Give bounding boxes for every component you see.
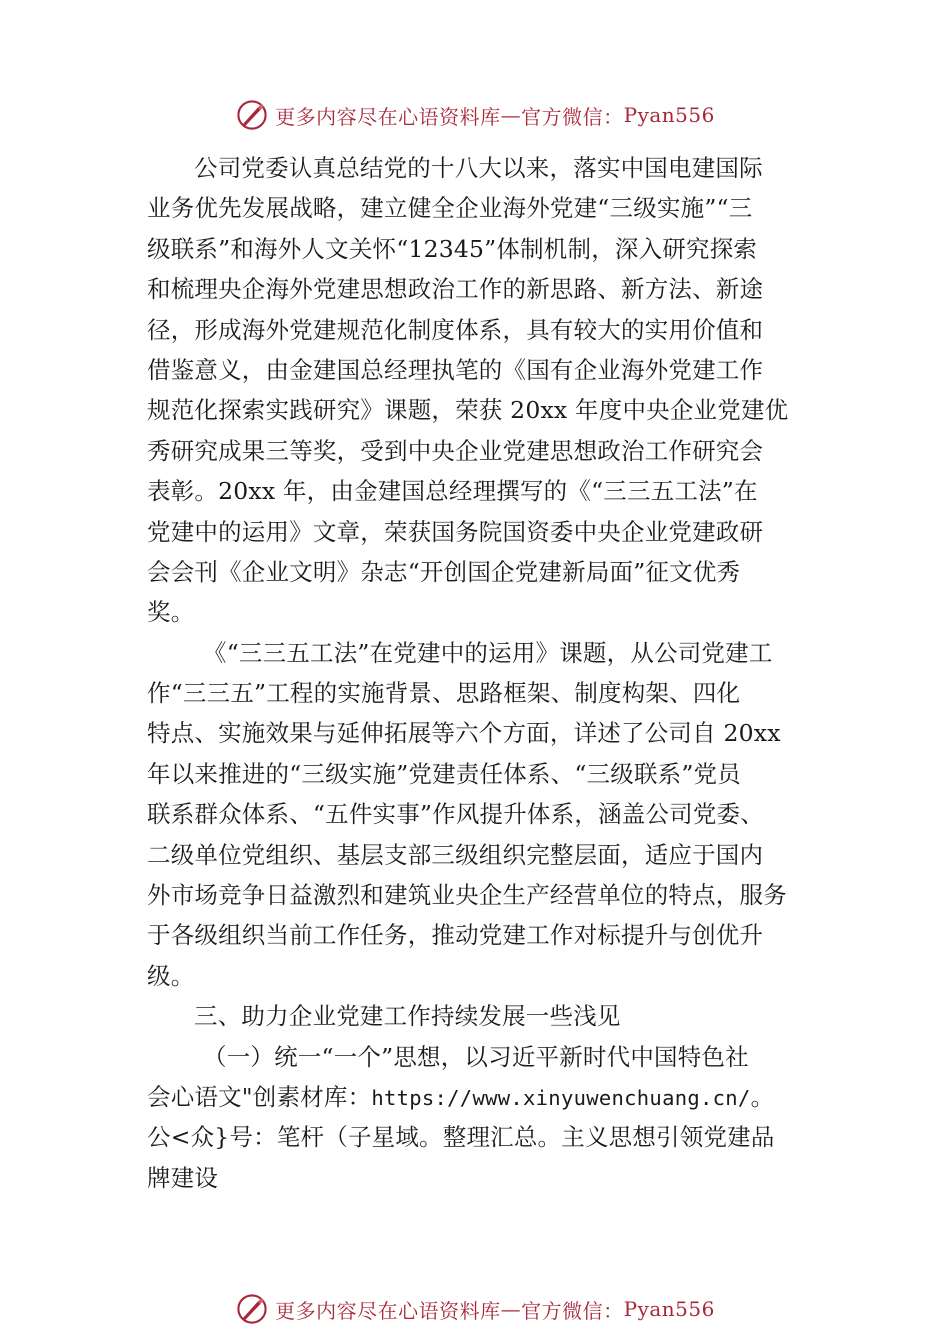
banner-wechat-label: 官方微信： — [521, 1298, 624, 1323]
paragraph-line-with-url — [147, 1077, 837, 1117]
paragraph-line: 秀研究成果三等奖，受到中央企业党建思想政治工作研究会 — [147, 436, 764, 465]
paragraph-line: 党建中的运用》文章，荣获国务院国资委中央企业党建政研 — [147, 517, 764, 546]
paragraph-line: 公司党委认真总结党的十八大以来，落实中国电建国际 — [194, 154, 763, 182]
banner-wechat-label: 官方微信： — [521, 104, 624, 129]
paragraph-line: 规范化探索实践研究》课题，荣获 20xx 年度中央企业党建优 — [147, 396, 789, 425]
paragraph-line: 特点、实施效果与延伸拓展等六个方面，详述了公司自 20xx — [147, 719, 781, 748]
banner-wechat-id: Pyan556 — [623, 1297, 715, 1321]
banner-dash: — — [500, 1297, 522, 1321]
paragraph-line: 牌建设 — [147, 1163, 219, 1192]
paragraph-line: 径，形成海外党建规范化制度体系，具有较大的实用价值和 — [147, 315, 764, 344]
paragraph-line: 表彰。20xx 年，由金建国总经理撰写的《“三三五工法”在 — [147, 477, 758, 506]
pen-circle-logo-icon — [235, 98, 269, 132]
banner-title: 更多内容尽在心语资料库 — [275, 1298, 501, 1323]
banner-wechat-id: Pyan556 — [623, 103, 715, 127]
paragraph-line: 于各级组织当前工作任务，推动党建工作对标提升与创优升 — [147, 921, 764, 950]
paragraph-line: 级联系”和海外人文关怀“12345”体制机制，深入研究探索 — [147, 234, 758, 263]
banner-dash: — — [500, 103, 522, 127]
paragraph-line: 级。 — [147, 961, 195, 990]
paragraph-line: 和梳理央企海外党建思想政治工作的新思路、新方法、新途 — [147, 275, 764, 304]
banner-title: 更多内容尽在心语资料库 — [275, 104, 501, 129]
paragraph-line: 借鉴意义，由金建国总经理执笔的《国有企业海外党建工作 — [147, 355, 764, 384]
paragraph-line: 联系群众体系、“五件实事”作风提升体系，涵盖公司党委、 — [147, 800, 764, 829]
paragraph-line: 年以来推进的“三级实施”党建责任体系、“三级联系”党员 — [147, 759, 741, 788]
url-prefix: 会心语文"创素材库： — [147, 1082, 372, 1111]
paragraph-line: 会会刊《企业文明》杂志“开创国企党建新局面”征文优秀 — [147, 557, 741, 586]
paragraph-line: 业务优先发展战略，建立健全企业海外党建“三级实施”“三 — [147, 194, 753, 223]
header-banner — [0, 95, 950, 135]
subsection-heading: （一）统一“一个”思想，以习近平新时代中国特色社 — [203, 1042, 749, 1071]
paragraph-line: 二级单位党组织、基层支部三级组织完整层面，适应于国内 — [147, 840, 764, 869]
paragraph-line: 外市场竞争日益激烈和建筑业央企生产经营单位的特点，服务 — [147, 881, 787, 910]
paragraph-line: 奖。 — [147, 598, 195, 627]
section-heading: 三、助力企业党建工作持续发展一些浅见 — [194, 1002, 621, 1031]
footer-banner — [0, 1289, 950, 1329]
source-url-link[interactable]: https://www.xinyuwenchuang.cn/ — [371, 1085, 751, 1110]
document-body — [147, 148, 837, 1198]
paragraph-line: 《“三三五工法”在党建中的运用》课题，从公司党建工 — [203, 638, 773, 667]
url-suffix: 。 — [750, 1082, 775, 1111]
paragraph-line: 公<众}号：笔杆（子星域。整理汇总。主义思想引领党建品 — [147, 1123, 775, 1152]
pen-circle-logo-icon — [235, 1292, 269, 1326]
paragraph-line: 作“三三五”工程的实施背景、思路框架、制度构架、四化 — [147, 679, 741, 708]
